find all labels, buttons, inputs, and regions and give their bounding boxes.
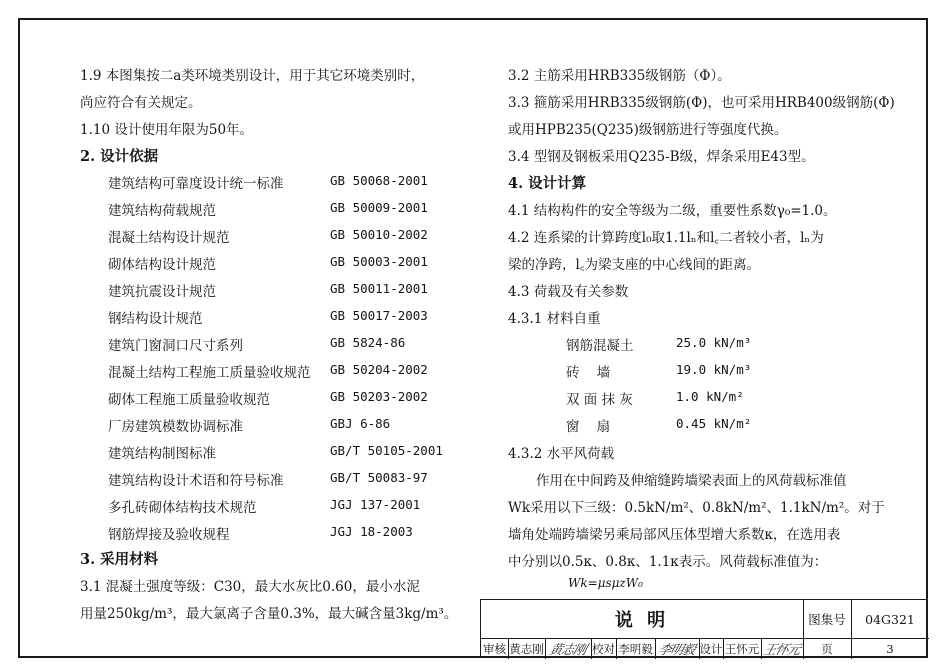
material-name: 砖 墙 [566,365,611,381]
standard-name: 建筑结构制图标准 [108,446,216,462]
standard-code: GB 50003-2001 [330,254,428,269]
standard-code: GB 50068-2001 [330,173,428,188]
standard-name: 建筑门窗洞口尺寸系列 [108,338,243,354]
standard-name: 多孔砖砌体结构技术规范 [108,500,257,516]
design-name: 王怀元 [724,641,760,656]
atlas-number: 04G321 [865,611,915,627]
para-4-3-2: 4.3.2 水平风荷载 [508,446,615,462]
para-4-1: 4.1 结构构件的安全等级为二级，重要性系数γ₀=1.0。 [508,203,837,219]
heading-design-basis: 2. 设计依据 [80,148,159,165]
standard-name: 混凝土结构工程施工质量验收规范 [108,365,311,381]
review-label: 审核 [483,641,506,656]
para-3-4: 3.4 型钢及钢板采用Q235-B级，焊条采用E43型。 [508,149,815,165]
heading-materials: 3. 采用材料 [80,551,159,568]
standard-code: JGJ 137-2001 [330,497,421,512]
wind-line4: 中分别以0.5κ、0.8κ、1.1κ表示。风荷载标准值为： [508,554,828,570]
design-label: 设计 [699,641,723,656]
standard-name: 砌体工程施工质量验收规范 [108,392,270,408]
design-signature: 王怀元 [761,643,802,658]
para-3-3-line1: 3.3 箍筋采用HRB335级钢筋(Φ)，也可采用HRB400级钢筋(Φ) [508,95,895,111]
material-name: 双 面 抹 灰 [566,392,633,408]
standard-code: GBJ 6-86 [330,416,391,431]
wind-line3: 墙角处端跨墙梁另乘局部风压体型增大系数κ，在选用表 [508,527,841,543]
standard-name: 钢筋焊接及验收规程 [108,527,230,543]
standard-name: 砌体结构设计规范 [108,257,216,273]
wind-formula: Wk=μsμzW₀ [568,576,643,590]
material-name: 窗 扇 [566,419,611,435]
para-1-10: 1.10 设计使用年限为50年。 [80,122,254,138]
page-label: 页 [821,641,833,656]
para-4-3-1: 4.3.1 材料自重 [508,311,601,327]
standard-name: 建筑结构可靠度设计统一标准 [108,176,284,192]
standard-code: GB 5824-86 [330,335,406,350]
para-3-1-line2: 用量250kg/m³，最大氯离子含量0.3%，最大碱含量3kg/m³。 [80,606,458,622]
wind-line2: Wk采用以下三级：0.5kN/m²、0.8kN/m²、1.1kN/m²。对于 [508,500,885,516]
atlas-number-label: 图集号 [808,612,846,627]
page-number: 3 [886,641,894,656]
standard-name: 钢结构设计规范 [108,311,203,327]
title-block [480,599,928,658]
standard-code: GB 50017-2003 [330,308,428,323]
standard-name: 混凝土结构设计规范 [108,230,230,246]
material-name: 钢筋混凝土 [566,338,634,354]
check-label: 校对 [592,641,615,656]
para-1-9-line2: 尚应符合有关规定。 [80,95,202,111]
check-name: 李明毅 [618,641,653,656]
review-name: 黄志刚 [509,641,544,656]
check-signature: 李明毅 [656,643,697,658]
standard-code: GB 50203-2002 [330,389,428,404]
standard-code: GB 50011-2001 [330,281,428,296]
heading-design-calc: 4. 设计计算 [508,175,587,192]
wind-line1: 作用在中间跨及伸缩缝跨墙梁表面上的风荷载标准值 [536,473,847,489]
material-weight: 19.0 kN/m³ [676,362,752,377]
para-4-3: 4.3 荷载及有关参数 [508,284,629,300]
standard-name: 厂房建筑模数协调标准 [108,419,243,435]
standard-code: JGJ 18-2003 [330,524,413,539]
material-weight: 25.0 kN/m³ [676,335,752,350]
document-title: 说 明 [614,610,670,631]
material-weight: 0.45 kN/m² [676,416,752,431]
standard-code: GB/T 50083-97 [330,470,428,485]
standard-code: GB 50010-2002 [330,227,428,242]
standard-code: GB/T 50105-2001 [330,443,443,458]
para-1-9-line1: 1.9 本图集按二a类环境类别设计，用于其它环境类别时， [80,68,425,84]
standard-name: 建筑抗震设计规范 [108,284,216,300]
para-4-2-line1: 4.2 连系梁的计算跨度l₀取1.1lₙ和l꜀二者较小者，lₙ为 [508,230,824,246]
standard-name: 建筑结构设计术语和符号标准 [108,473,284,489]
standard-code: GB 50009-2001 [330,200,428,215]
material-weight: 1.0 kN/m² [676,389,744,404]
para-4-2-line2: 梁的净跨，l꜀为梁支座的中心线间的距离。 [508,257,760,273]
para-3-1-line1: 3.1 混凝土强度等级：C30，最大水灰比0.60，最小水泥 [80,579,420,595]
standard-name: 建筑结构荷载规范 [108,203,216,219]
standard-code: GB 50204-2002 [330,362,428,377]
para-3-2: 3.2 主筋采用HRB335级钢筋（Φ）。 [508,68,731,84]
para-3-3-line2: 或用HPB235(Q235)级钢筋进行等强度代换。 [508,122,788,138]
review-signature: 黄志刚 [547,643,588,658]
